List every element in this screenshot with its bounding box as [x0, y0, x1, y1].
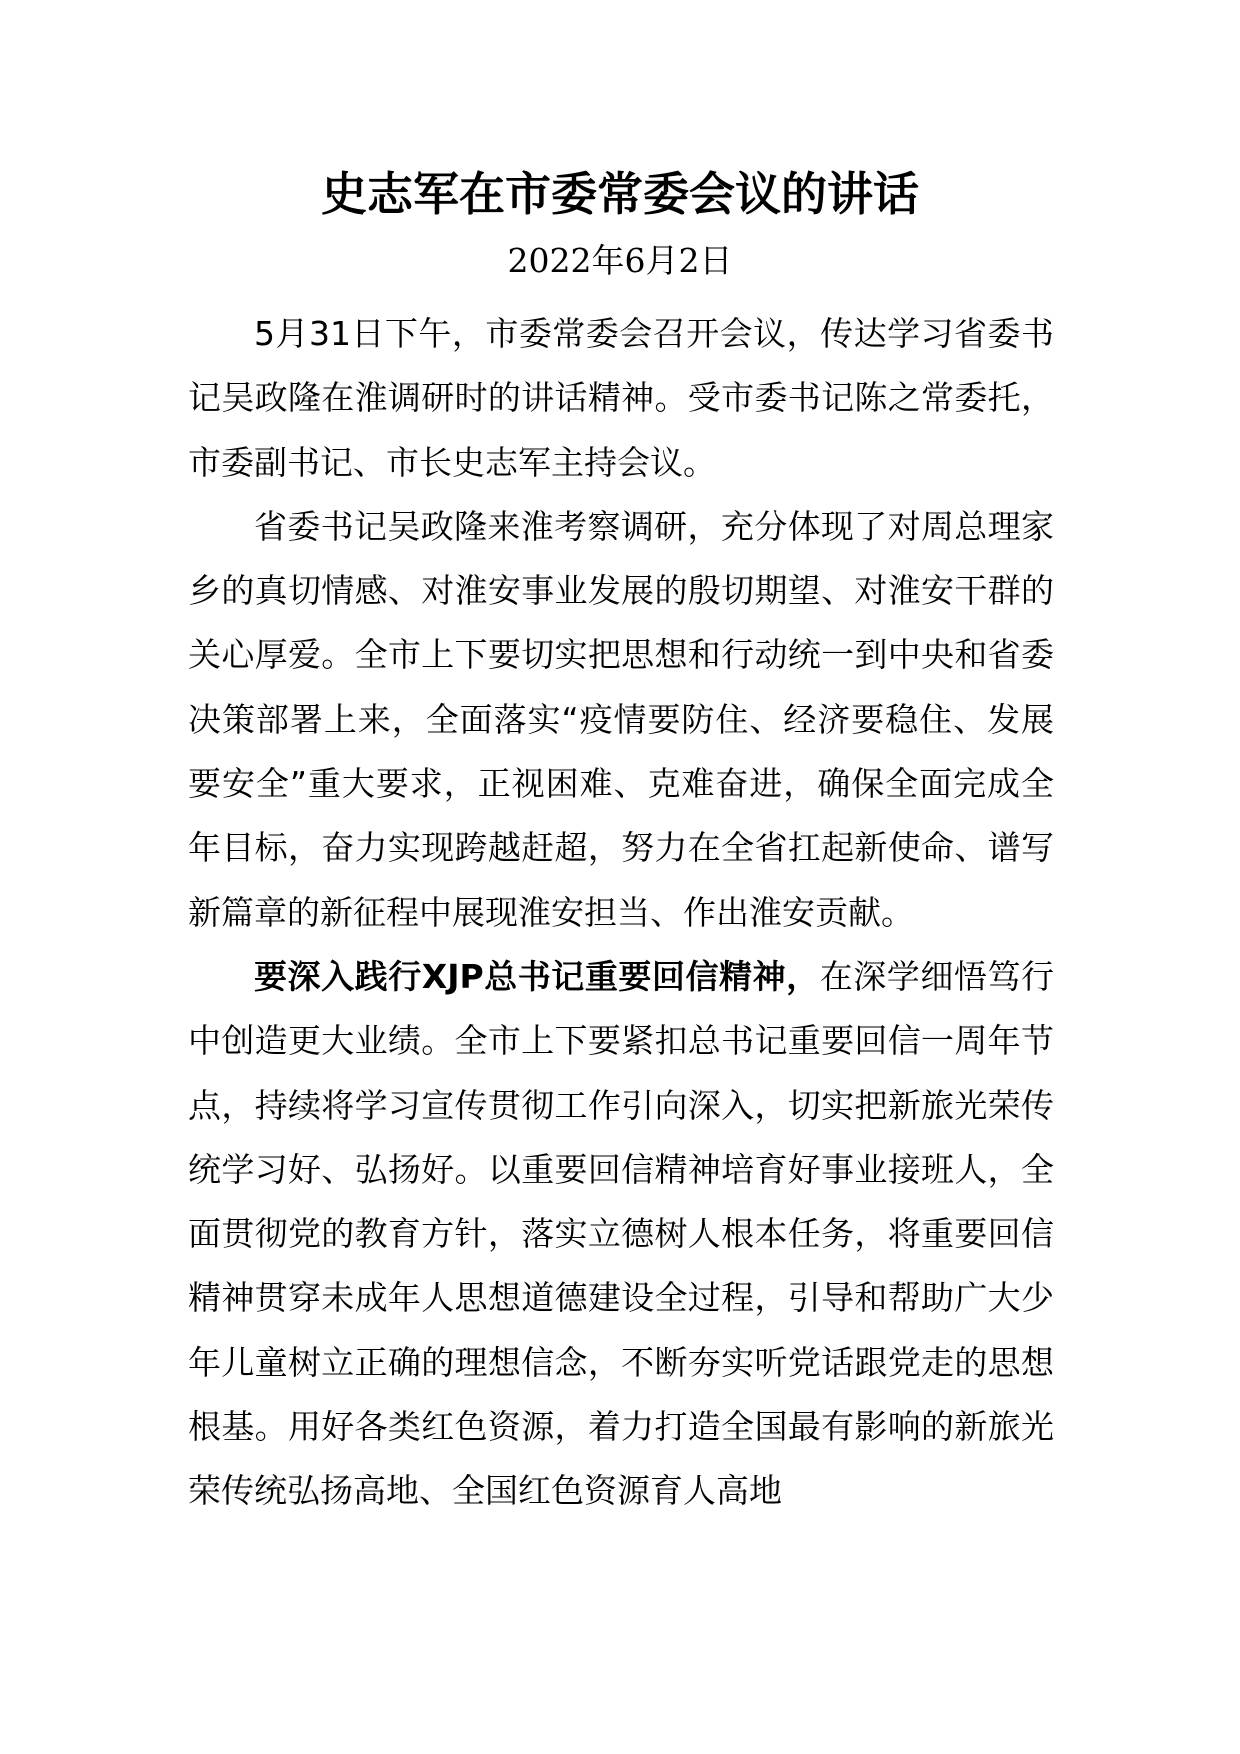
paragraph-2 — [188, 495, 1054, 945]
paragraph-1 — [188, 302, 1054, 495]
paragraph-3-text: 在深学细悟笃行中创造更大业绩。全市上下要紧扣总书记重要回信一周年节点，持续将学习宣传贯彻工作引向深入，切实把新旅光荣传统学习好、弘扬好。以重要回信精神培育好事业接班人，全面贯彻党的教育方针，落实立德树人根本任务，将重要回信精神贯穿未成年人思想道德建设全过程，引导和帮助广大少年儿童树立正确的理想信念，不断夯实听党话跟党走的思想根基。用好各类红色资源，着力打造全国最有影响的新旅光荣传统弘扬高地、全国红色资源育人高地 — [188, 956, 1054, 1511]
document-title: 史志军在市委常委会议的讲话 — [321, 167, 919, 221]
document-date: 2022年6月2日 — [507, 241, 733, 280]
paragraph-3-lead: 要深入践行XJP总书记重要回信精神， — [254, 956, 820, 996]
paragraph-2-text: 省委书记吴政隆来淮考察调研，充分体现了对周总理家乡的真切情感、对淮安事业发展的殷切期望、对淮安干群的关心厚爱。全市上下要切实把思想和行动统一到中央和省委决策部署上来，全面落实“疫情要防住、经济要稳住、发展要安全”重大要求，正视困难、克难奋进，确保全面完成全年目标，奋力实现跨越赶超，努力在全省扛起新使命、谱写新篇章的新征程中展现淮安担当、作出淮安贡献。 — [188, 506, 1054, 932]
paragraph-1-text: 5月31日下午，市委常委会召开会议，传达学习省委书记吴政隆在淮调研时的讲话精神。受市委书记陈之常委托，市委副书记、市长史志军主持会议。 — [188, 314, 1054, 482]
paragraph-3 — [188, 945, 1054, 1524]
document-body — [188, 302, 1054, 1524]
